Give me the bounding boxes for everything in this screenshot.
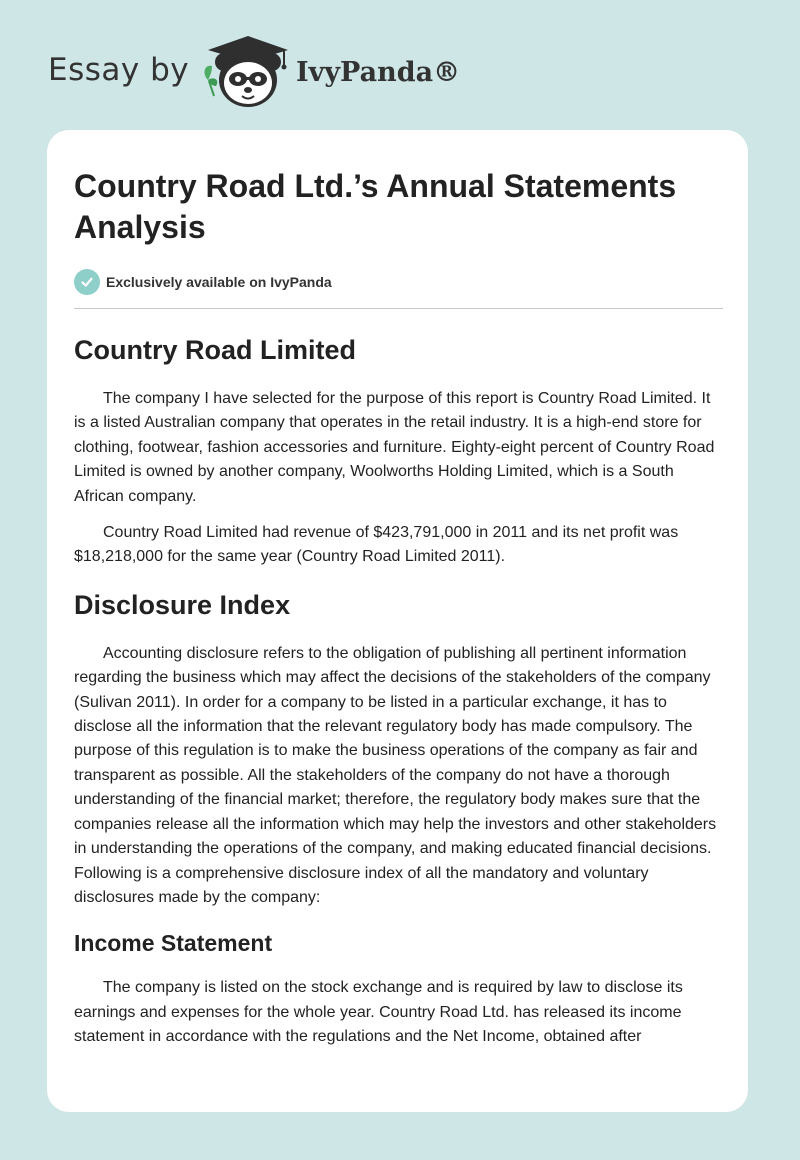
paragraph: Accounting disclosure refers to the obligation of publishing all pertinent information regarding the business which may affect the decisions of the stakeholders of the company (Sulivan 2011). In order for a company to be listed in a particular exchange, it has to disclose all the information that the relevant regulatory body has made compulsory. The purpose of this regulation is to make the business operations of the company as fair and transparent as possible. All the stakeholders of the company do not have a thorough understanding of the financial market; therefore, the regulatory body makes sure that the companies release all the information which may help the investors and other stakeholders in understanding the operations of the company, and making educated financial decisions. Following is a comprehensive disclosure index of all the mandatory and voluntary disclosures made by the company: <box>74 644 717 906</box>
section-heading-income-statement: Income Statement <box>74 930 273 957</box>
brand-prefix: Essay by <box>48 52 190 88</box>
paragraph: The company is listed on the stock exchange and is required by law to disclose its earnings and expenses for the whole year. Country Road Ltd. has released its income statement in accordance with the regulations and the Net Income, obtained after <box>74 979 683 1046</box>
site-header <box>0 0 800 130</box>
title-divider <box>74 308 723 309</box>
section-heading-country-road-limited: Country Road Limited <box>74 335 356 365</box>
paragraph: Country Road Limited had revenue of $423,791,000 in 2011 and its net profit was $18,218,000 for the same year (Country Road Limited 2011). <box>74 524 679 566</box>
panda-graduate-logo-icon[interactable] <box>200 34 296 110</box>
page-title: Country Road Ltd.’s Annual Statements Analysis <box>74 168 677 245</box>
section-heading-disclosure-index: Disclosure Index <box>74 589 291 620</box>
essay-card <box>47 130 748 1112</box>
check-icon <box>74 269 100 295</box>
exclusive-label: Exclusively available on IvyPanda <box>106 274 332 290</box>
essay-content <box>74 166 723 1062</box>
exclusive-badge <box>74 268 723 296</box>
brand-name[interactable]: IvyPanda® <box>296 57 461 88</box>
paragraph: The company I have selected for the purpose of this report is Country Road Limited. It is a listed Australian company that operates in the retail industry. It is a high-end store for clothing, footwear, fashion accessories and furniture. Eighty-eight percent of Country Road Limited is owned by another company, Woolworths Holding Limited, which is a South African company. <box>74 390 715 505</box>
